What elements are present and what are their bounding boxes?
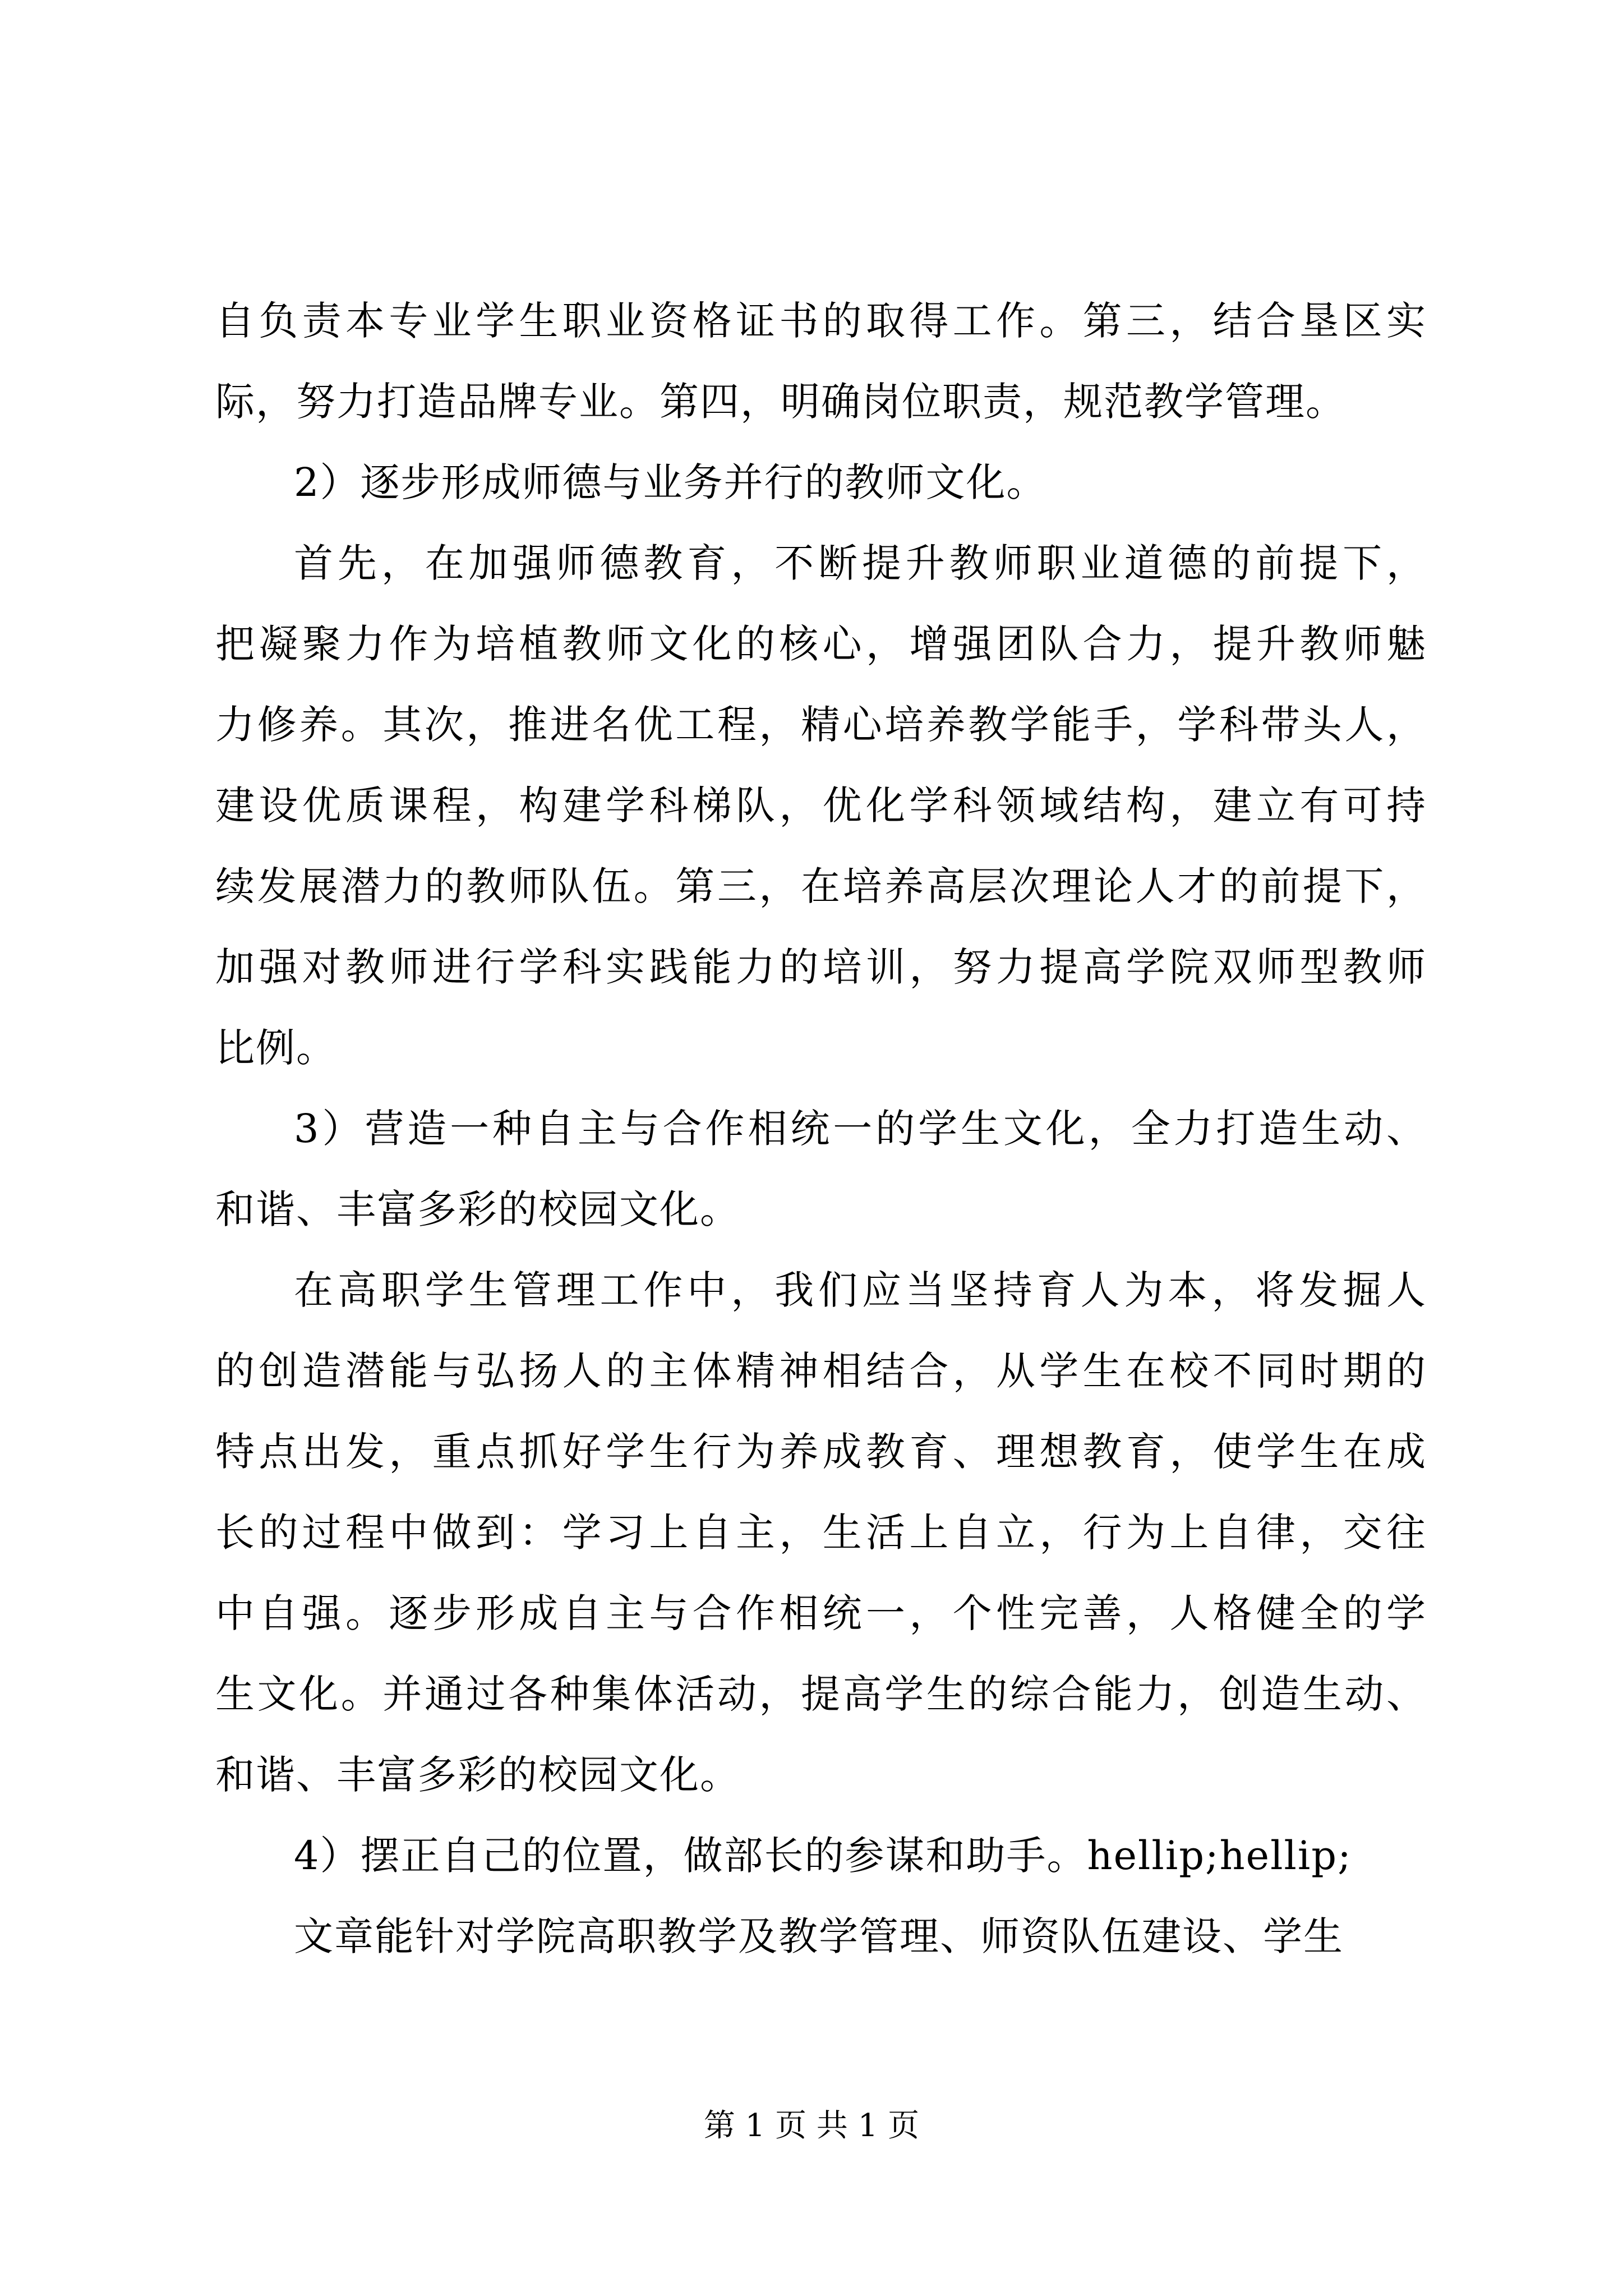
paragraph — [215, 523, 1427, 1088]
text-line: 把凝聚力作为培植教师文化的核心，增强团队合力，提升教师魅 — [215, 621, 1427, 667]
text-line: 生文化。并通过各种集体活动，提高学生的综合能力，创造生动、 — [215, 1671, 1427, 1717]
text-line: 文章能针对学院高职教学及教学管理、师资队伍建设、学生 — [294, 1913, 1344, 1959]
text-line: 4）摆正自己的位置，做部长的参谋和助手。hellip;hellip; — [294, 1833, 1352, 1879]
text-line: 力修养。其次，推进名优工程，精心培养教学能手，学科带头人， — [215, 702, 1427, 748]
text-line: 自负责本专业学生职业资格证书的取得工作。第三，结合垦区实 — [215, 298, 1427, 344]
document-body — [215, 280, 1427, 1977]
text-line: 建设优质课程，构建学科梯队，优化学科领域结构，建立有可持 — [215, 783, 1427, 829]
text-line: 长的过程中做到：学习上自主，生活上自立，行为上自律，交往 — [215, 1510, 1427, 1556]
text-line: 际，努力打造品牌专业。第四，明确岗位职责，规范教学管理。 — [215, 379, 1346, 425]
text-line: 在高职学生管理工作中，我们应当坚持育人为本，将发掘人 — [294, 1267, 1427, 1313]
paragraph — [215, 1250, 1427, 1815]
text-line: 和谐、丰富多彩的校园文化。 — [215, 1186, 740, 1232]
text-line: 特点出发，重点抓好学生行为养成教育、理想教育，使学生在成 — [215, 1429, 1427, 1475]
text-line: 3）营造一种自主与合作相统一的学生文化，全力打造生动、 — [294, 1106, 1427, 1152]
paragraph — [215, 280, 1427, 442]
paragraph — [215, 1896, 1427, 1977]
text-line: 加强对教师进行学科实践能力的培训，努力提高学院双师型教师 — [215, 944, 1427, 990]
text-line: 和谐、丰富多彩的校园文化。 — [215, 1752, 740, 1798]
page-number-footer: 第 1 页 共 1 页 — [703, 2108, 920, 2144]
paragraph — [215, 442, 1427, 523]
text-line: 续发展潜力的教师队伍。第三，在培养高层次理论人才的前提下， — [215, 863, 1427, 909]
text-line: 比例。 — [215, 1025, 336, 1071]
text-line: 2）逐步形成师德与业务并行的教师文化。 — [294, 459, 1047, 505]
text-line: 首先，在加强师德教育，不断提升教师职业道德的前提下， — [294, 540, 1427, 586]
text-line: 的创造潜能与弘扬人的主体精神相结合，从学生在校不同时期的 — [215, 1348, 1427, 1394]
paragraph — [215, 1088, 1427, 1250]
text-line: 中自强。逐步形成自主与合作相统一，个性完善，人格健全的学 — [215, 1590, 1427, 1636]
paragraph — [215, 1815, 1427, 1896]
